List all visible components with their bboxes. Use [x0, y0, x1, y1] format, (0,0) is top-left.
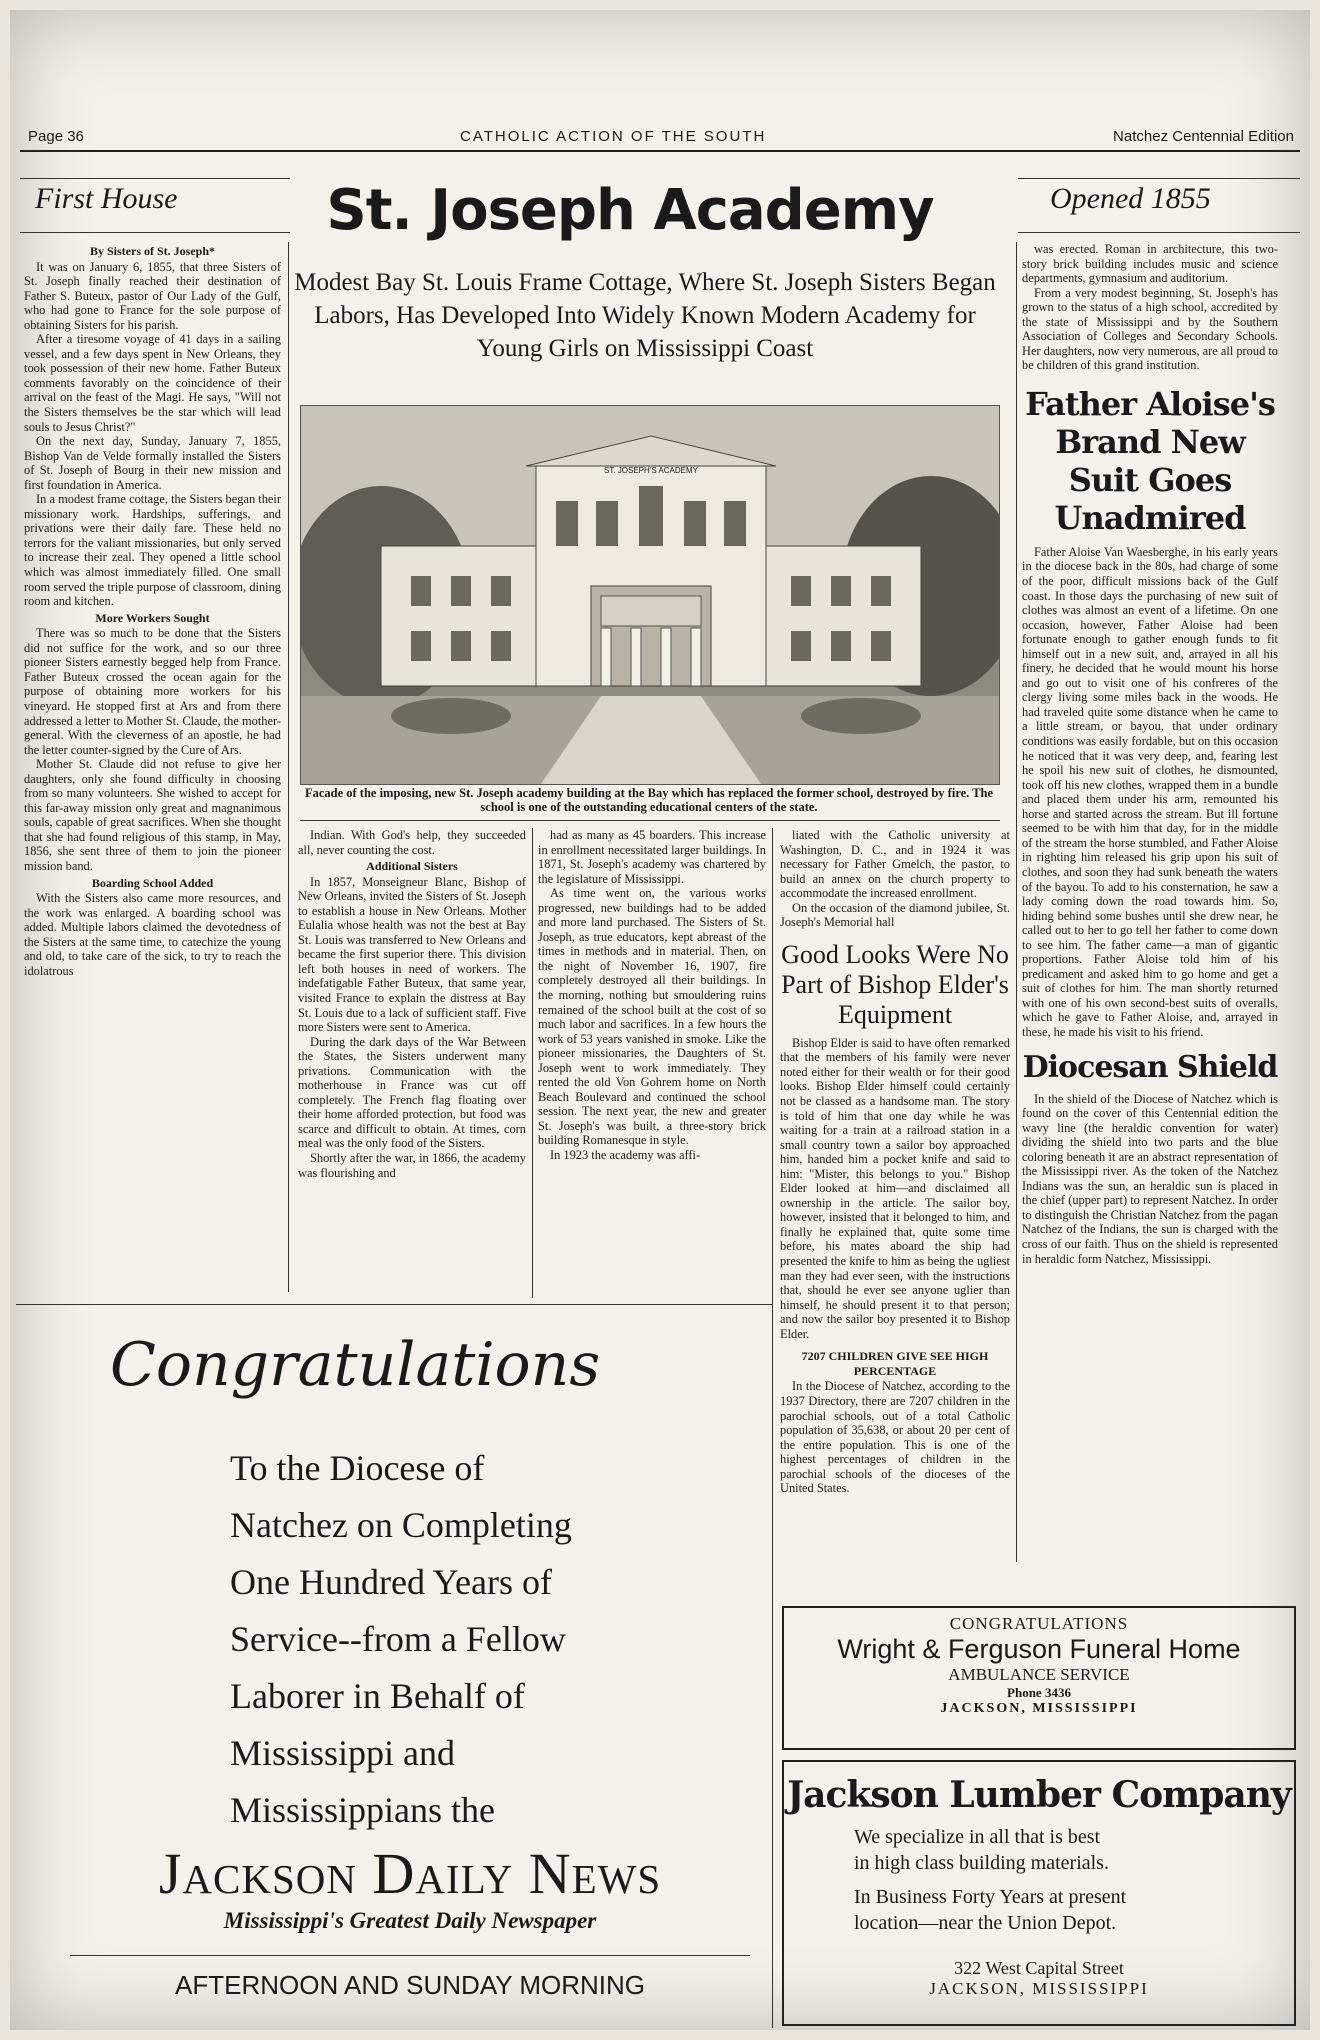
ad-line: In Business Forty Years at present: [854, 1886, 1127, 1908]
paragraph: Father Aloise Van Waesberghe, in his early years in the diocese back in the 80s, had charge of some of the poor, difficult missions back of the Gulf coast. In those days the purchasing of new suit of clothes was almost an event of a lifetime. On one occasion, however, Father Aloise had been fortunate enough to gather enough funds to fit himself out in a new suit, and, arrayed in all his finery, he decided that he would mount his horse and go out to visit one of his confreres of the clergy living some miles back in the woods. He had traveled quite some distance when he came to a little stream, or bayou, that under ordinary conditions was easily fordable, but on this occasion he noticed that it was very deep, and, fearing lest he spoil his new suit of clothes, he dismounted, took off his new clothes, wrapped them in a bundle and placed them under his arm, remounted his horse and started across the stream. But ill fortune seemed to be with him that day, for in the middle of the stream the horse stumbled, and Father Aloise in righting him released his grip upon his suit of clothes, and soon they had sunk beneath the waters of the bayou. To add to his consternation, he saw a lady coming down the road towards him. So, hiding behind some bushes until she drew near, he called out to her to go tell her father to come down to see him. The father came—a man of gigantic proportions. Father Aloise told him of his predicament and asked him to go home and get a suit of clothes for him. The man shortly returned with one of his own second-best suits of overalls, which he gave to Father Aloise, and, arrayed in these, he made his visit to his friend.: [1022, 544, 1278, 1039]
article-column-4: [780, 828, 1010, 1496]
page-header: [20, 128, 1300, 146]
subhead: More Workers Sought: [95, 610, 210, 625]
paragraph: After a tiresome voyage of 41 days in a sailing vessel, and a few days spent in New Orleans, they took possession of their new home. Father Buteux comments favorably on the coincidence of their arrival on the feast of the Magi. He says, "Will not the Sisters themselves be the star which will lead souls to Jesus Christ?": [24, 332, 281, 434]
column-divider: [1016, 242, 1017, 1562]
jdn-tagline: Mississippi's Greatest Daily Newspaper: [223, 1908, 597, 1933]
publication-name: CATHOLIC ACTION OF THE SOUTH: [460, 128, 767, 145]
column-divider: [532, 828, 533, 1298]
paragraph: It was on January 6, 1855, that three Sisters of St. Joseph finally reached their destination of Father S. Buteux, pastor of Our Lady of the Gulf, who had gone to France for the sole purpose of obtaining Sisters for his parish.: [24, 259, 281, 332]
paragraph: From a very modest beginning, St. Joseph's has grown to the status of a high school, accredited by the state of Mississippi and by the Southern Association of Colleges and Secondary Schools. Her daughters, now very numerous, are all proud to be children of this grand institution.: [1022, 285, 1278, 373]
paragraph: There was so much to be done that the Sisters did not suffice for the work, and so our three pioneer Sisters earnestly begged help from France. Father Buteux crossed the ocean again for the purpose of obtaining more workers for his vineyard. He stopped first at Ars and from there addressed a letter to Mother St. Claude, the mother-general. With the cleverness of an apostle, he had the letter counter-signed by the Cure of Ars.: [24, 626, 281, 757]
phone-number: Phone 3436: [1007, 1685, 1071, 1700]
paragraph: In 1923 the academy was affi-: [550, 1148, 701, 1163]
paragraph: In 1857, Monseigneur Blanc, Bishop of New Orleans, invited the Sisters of St. Joseph to establish a house in New Orleans. Mother Eulalia whose health was not the best at Bay St. Louis was transferred to New Orleans and became the first superior there. This division left both houses in need of workers. The indefatigable Father Buteux, that same year, visited France to explain the distress at Bay St. Louis due to a lack of sufficient staff. Five more Sisters were sent to America.: [298, 874, 526, 1035]
father-aloise-headline: Father Aloise's Brand New Suit Goes Unadmired: [1025, 384, 1275, 537]
message-line: Laborer in Behalf of: [230, 1676, 525, 1716]
ad-congratulations: CONGRATULATIONS: [949, 1614, 1129, 1633]
byline: By Sisters of St. Joseph*: [89, 244, 215, 258]
paragraph: Bishop Elder is said to have often remarked that the members of his family were never noted either for their wealth or for their good looks. Bishop Elder himself could certainly not be classed as a handsome man. The story is told of him that one day while he was waiting for a train at a railroad station in a small country town a sailor boy approached him, handed him a pocket knife and said to him: "Mister, this belongs to you." Bishop Elder looked at him—and disclaimed all ownership in the article. The sailor boy, however, insisted that it belonged to him, and finally he explained that, quite some time before, his mates aboard the ship had presented the knife to him as being the ugliest man they had ever seen, with the instructions that, should he ever see anyone uglier than himself, he should present it to that person; and now the sailor boy presented it to Bishop Elder.: [780, 1035, 1010, 1341]
wright-ferguson-ad: [782, 1606, 1296, 1750]
paragraph: On the occasion of the diamond jubilee, St. Joseph's Memorial hall: [780, 900, 1010, 930]
kicker-left-rule-top: [20, 178, 290, 179]
ad-line: We specialize in all that is best: [854, 1826, 1101, 1848]
building-sign: ST. JOSEPH'S ACADEMY: [604, 466, 698, 475]
photo-caption: Facade of the imposing, new St. Joseph academy building at the Bay which has replaced the former school, destroyed by fire. The school is one of the outstanding educational centers of the state.: [304, 786, 994, 814]
subhead: Boarding School Added: [91, 875, 214, 890]
paragraph: Mother St. Claude did not refuse to give her daughters, only she found difficulty in choosing from so many volunteers. She wished to accept for this far-away mission only great and magnanimous souls, capable of great sacrifices. When she thought that she had found religious of this stamp, in May, 1856, she sent three of them to join the pioneer mission band.: [24, 757, 281, 873]
funeral-home-name: Wright & Ferguson Funeral Home: [837, 1634, 1241, 1664]
header-rule: [20, 150, 1300, 152]
ad-rule: [70, 1955, 750, 1956]
paragraph: Indian. With God's help, they succeeded all, never counting the cost.: [298, 828, 526, 857]
lumber-ad-text: [784, 1824, 1294, 1936]
jdn-edition-times: AFTERNOON AND SUNDAY MORNING: [175, 1970, 645, 2000]
paragraph: As time went on, the various works progressed, new buildings had to be added and more land purchased. The Sisters of St. Joseph, as true educators, kept abreast of the times in methods and in material. Then, on the night of November 16, 1907, fire completely destroyed all their buildings. In the morning, nothing but smouldering ruins remained of the school built at the cost of so much labor and sacrifices. In a few hours the work of 53 years vanished in smoke. Like the pioneer missionaries, the Daughters of St. Joseph went to work immediately. They rented the old Von Gohrem home on North Beach Boulevard and continued the school session. The next year, the new and greater St. Joseph's was built, a three-story brick building Romanesque in style.: [538, 886, 766, 1148]
jackson-lumber-ad: [782, 1760, 1296, 2026]
article-column-1: [24, 242, 281, 978]
kicker-right-rule-bottom: [1018, 232, 1300, 233]
kicker-right-rule-top: [1018, 178, 1300, 179]
newspaper-page: [10, 10, 1310, 2030]
paragraph: In the Diocese of Natchez, according to the 1937 Directory, there are 7207 children in the parochial schools, out of a total Catholic population of 35,638, or about 20 per cent of the entire population. This is one of the highest percentages of children in the parochial schools of the dioceses of the United States.: [780, 1379, 1010, 1496]
column-divider: [772, 828, 773, 2028]
message-line: Natchez on Completing: [230, 1505, 572, 1545]
diocesan-shield-headline: Diocesan Shield: [1022, 1049, 1278, 1085]
subhead: Additional Sisters: [366, 859, 458, 874]
article-column-2: [298, 828, 526, 1180]
ambulance-service: AMBULANCE SERVICE: [948, 1665, 1130, 1684]
jackson-daily-news-logo: Jackson Daily News: [158, 1841, 662, 1906]
paragraph: During the dark days of the War Between the States, the Sisters underwent many privations. Communication with the motherhouse in France was cut off completely. The French flag floating over their home afforded protection, but food was scarce and difficult to obtain. At times, corn meal was the only food of the Sisters.: [298, 1034, 526, 1151]
lumber-company-name: Jackson Lumber Company: [787, 1774, 1291, 1816]
kicker-left: First House: [35, 182, 178, 215]
subhead: 7207 CHILDREN GIVE SEE HIGH PERCENTAGE: [801, 1349, 989, 1378]
article-column-3: [538, 828, 766, 1163]
ad-line: in high class building materials.: [854, 1852, 1109, 1874]
ad-line: location—near the Union Depot.: [854, 1912, 1117, 1934]
message-line: To the Diocese of: [230, 1448, 485, 1488]
edition-label: Natchez Centennial Edition: [1113, 128, 1294, 145]
congratulations-heading: Congratulations: [110, 1330, 601, 1400]
academy-photo: [300, 405, 1000, 785]
paragraph: With the Sisters also came more resources, and the work was enlarged. A boarding school was added. Multiple labors claimed the devotedness of the Sisters at the same time, to catechize the young and old, to take care of the sick, to try to reach the idolatrous: [24, 891, 281, 978]
headline-deck: Modest Bay St. Louis Frame Cottage, Where St. Joseph Sisters Began Labors, Has Developed Into Widely Known Modern Academy for Young Girls on Mississippi Coast: [294, 269, 996, 362]
paragraph: In a modest frame cottage, the Sisters began their missionary work. Hardships, sufferings, and privations were their daily fare. These held no terrors for the valiant missionaries, but only served to increase their zeal. They opened a little school which was almost immediately filled. One small room served the triple purpose of classroom, dining room and kitchen.: [24, 492, 281, 609]
column-divider: [288, 242, 289, 1292]
message-line: Mississippi and: [230, 1733, 456, 1773]
message-line: One Hundred Years of: [230, 1562, 552, 1602]
academy-building-illustration: [301, 406, 999, 784]
caption-rule: [300, 820, 1000, 821]
bishop-elder-headline: Good Looks Were No Part of Bishop Elder's Equipment: [781, 939, 1009, 1029]
ad-rule: [16, 1304, 772, 1305]
paragraph: had as many as 45 boarders. This increase in enrollment necessitated larger buildings. In 1871, St. Joseph's academy was chartered by the legislature of Mississippi.: [538, 828, 766, 886]
message-line: Service--from a Fellow: [230, 1619, 566, 1659]
lumber-address: 322 West Capital Street: [954, 1958, 1124, 1978]
kicker-left-rule-bottom: [20, 232, 290, 233]
message-line: Mississippians the: [230, 1790, 496, 1830]
main-headline: St. Joseph Academy: [326, 178, 934, 243]
lumber-city: JACKSON, MISSISSIPPI: [929, 1979, 1149, 1998]
paragraph: Shortly after the war, in 1866, the academy was flourishing and: [298, 1151, 526, 1180]
article-column-5: [1022, 242, 1278, 1266]
kicker-right: Opened 1855: [1050, 182, 1211, 215]
paragraph: In the shield of the Diocese of Natchez which is found on the cover of this Centennial edition the wavy line (the heraldic convention for water) dividing the shield into two parts and the blue coloring beneath it are an abstract representation of the Mississippi river. As the token of the Natchez Indians was the sun, an heraldic sun is placed in the chief (upper part) to represent Natchez. In order to distinguish the Christian Natchez from the pagan Natchez of the Indians, the sun is charged with the cross of our faith. Thus on the shield is represented in heraldic form Natchez, Mississippi.: [1022, 1091, 1278, 1266]
paragraph: On the next day, Sunday, January 7, 1855, Bishop Van de Velde formally installed the Sisters of St. Joseph of Bourg in their new mission and first foundation in America.: [24, 434, 281, 492]
ad-city: JACKSON, MISSISSIPPI: [940, 1701, 1138, 1716]
paragraph: liated with the Catholic university at Washington, D. C., and in 1924 it was necessary for Father Gmelch, the pastor, to build an annex on the church property to accommodate the increased enrollment.: [780, 828, 1010, 901]
page-number: Page 36: [28, 128, 84, 145]
paragraph: was erected. Roman in architecture, this two-story brick building includes music and science departments, gymnasium and auditorium.: [1022, 242, 1278, 286]
jdn-message: [230, 1440, 670, 1839]
